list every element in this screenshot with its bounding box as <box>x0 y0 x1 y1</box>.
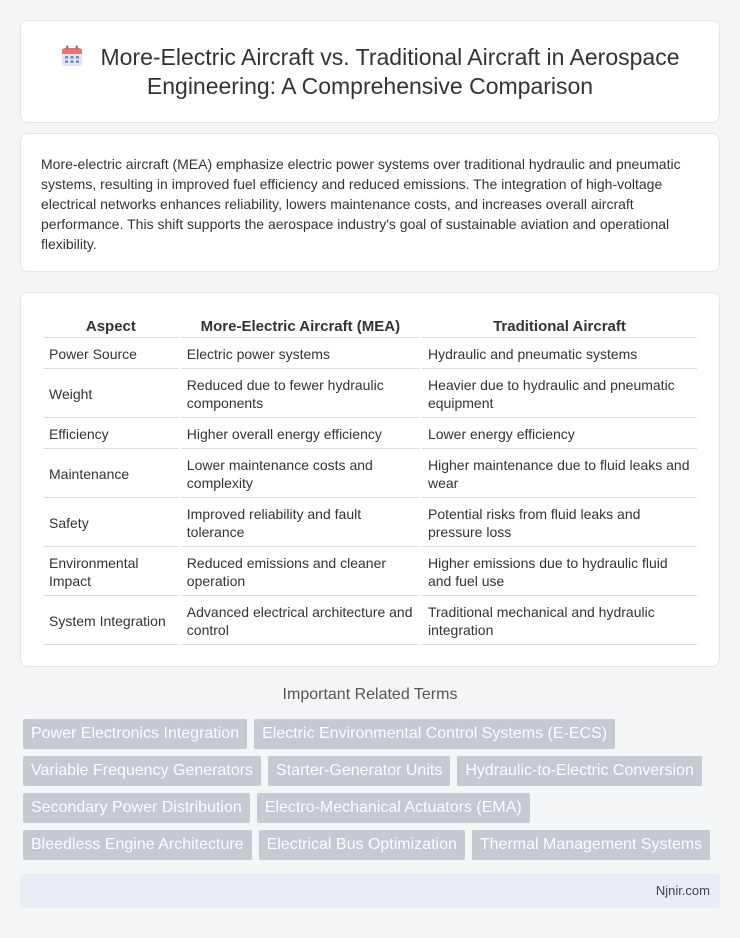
cell-mea: Lower maintenance costs and complexity <box>181 451 420 498</box>
cell-mea: Improved reliability and fault tolerance <box>181 500 420 547</box>
footer-brand[interactable]: Njnir.com <box>655 883 710 898</box>
related-term-tag[interactable]: Hydraulic-to-Electric Conversion <box>457 756 702 786</box>
related-term-tag[interactable]: Electric Environmental Control Systems (E-ECS) <box>254 719 615 749</box>
cell-aspect: Environmental Impact <box>43 549 179 596</box>
table-header-row <box>43 315 697 338</box>
table-row <box>43 340 697 369</box>
cell-traditional: Hydraulic and pneumatic systems <box>422 340 697 369</box>
cell-mea: Reduced due to fewer hydraulic components <box>181 371 420 418</box>
table-row <box>43 451 697 498</box>
cell-aspect: Power Source <box>43 340 179 369</box>
intro-paragraph: More-electric aircraft (MEA) emphasize electric power systems over traditional hydraulic and pneumatic systems, resulting in improved fuel efficiency and reduced emissions. The integration of high-voltage electrical networks enhances reliability, lowers maintenance costs, and increases overall aircraft performance. This shift supports the aerospace industry's goal of sustainable aviation and operational flexibility. <box>41 156 681 252</box>
cell-mea: Higher overall energy efficiency <box>181 420 420 449</box>
intro-card <box>20 133 720 272</box>
related-term-tag[interactable]: Secondary Power Distribution <box>23 793 250 823</box>
table-row <box>43 549 697 596</box>
title-card <box>20 20 720 123</box>
tag-row <box>23 793 723 823</box>
tag-row <box>23 756 723 786</box>
header-traditional: Traditional Aircraft <box>422 315 697 338</box>
table-row <box>43 371 697 418</box>
cell-traditional: Higher emissions due to hydraulic fluid and fuel use <box>422 549 697 596</box>
table-row <box>43 500 697 547</box>
related-term-tag[interactable]: Bleedless Engine Architecture <box>23 830 252 860</box>
cell-mea: Electric power systems <box>181 340 420 369</box>
cell-traditional: Traditional mechanical and hydraulic integration <box>422 598 697 645</box>
cell-aspect: Safety <box>43 500 179 547</box>
cell-traditional: Heavier due to hydraulic and pneumatic equipment <box>422 371 697 418</box>
table-row <box>43 598 697 645</box>
cell-aspect: System Integration <box>43 598 179 645</box>
cell-aspect: Efficiency <box>43 420 179 449</box>
header-aspect: Aspect <box>43 315 179 338</box>
cell-traditional: Higher maintenance due to fluid leaks and wear <box>422 451 697 498</box>
cell-aspect: Weight <box>43 371 179 418</box>
comparison-card <box>20 292 720 667</box>
tag-row <box>23 719 723 749</box>
footer <box>20 874 720 908</box>
calendar-icon <box>60 44 84 68</box>
page-title-text: More-Electric Aircraft vs. Traditional Aircraft in Aerospace Engineering: A Comprehensive Comparison <box>100 43 680 99</box>
cell-mea: Reduced emissions and cleaner operation <box>181 549 420 596</box>
header-mea: More-Electric Aircraft (MEA) <box>181 315 420 338</box>
related-terms-heading: Important Related Terms <box>282 686 458 703</box>
related-term-tag[interactable]: Variable Frequency Generators <box>23 756 261 786</box>
cell-mea: Advanced electrical architecture and control <box>181 598 420 645</box>
related-term-tag[interactable]: Power Electronics Integration <box>23 719 247 749</box>
tag-row <box>23 830 723 860</box>
cell-traditional: Potential risks from fluid leaks and pressure loss <box>422 500 697 547</box>
table-row <box>43 420 697 449</box>
related-terms-list <box>23 719 723 867</box>
related-term-tag[interactable]: Electro-Mechanical Actuators (EMA) <box>257 793 530 823</box>
related-term-tag[interactable]: Electrical Bus Optimization <box>259 830 465 860</box>
related-term-tag[interactable]: Starter-Generator Units <box>268 756 450 786</box>
related-term-tag[interactable]: Thermal Management Systems <box>472 830 710 860</box>
page-title <box>21 43 719 101</box>
cell-traditional: Lower energy efficiency <box>422 420 697 449</box>
comparison-table <box>41 313 699 647</box>
cell-aspect: Maintenance <box>43 451 179 498</box>
